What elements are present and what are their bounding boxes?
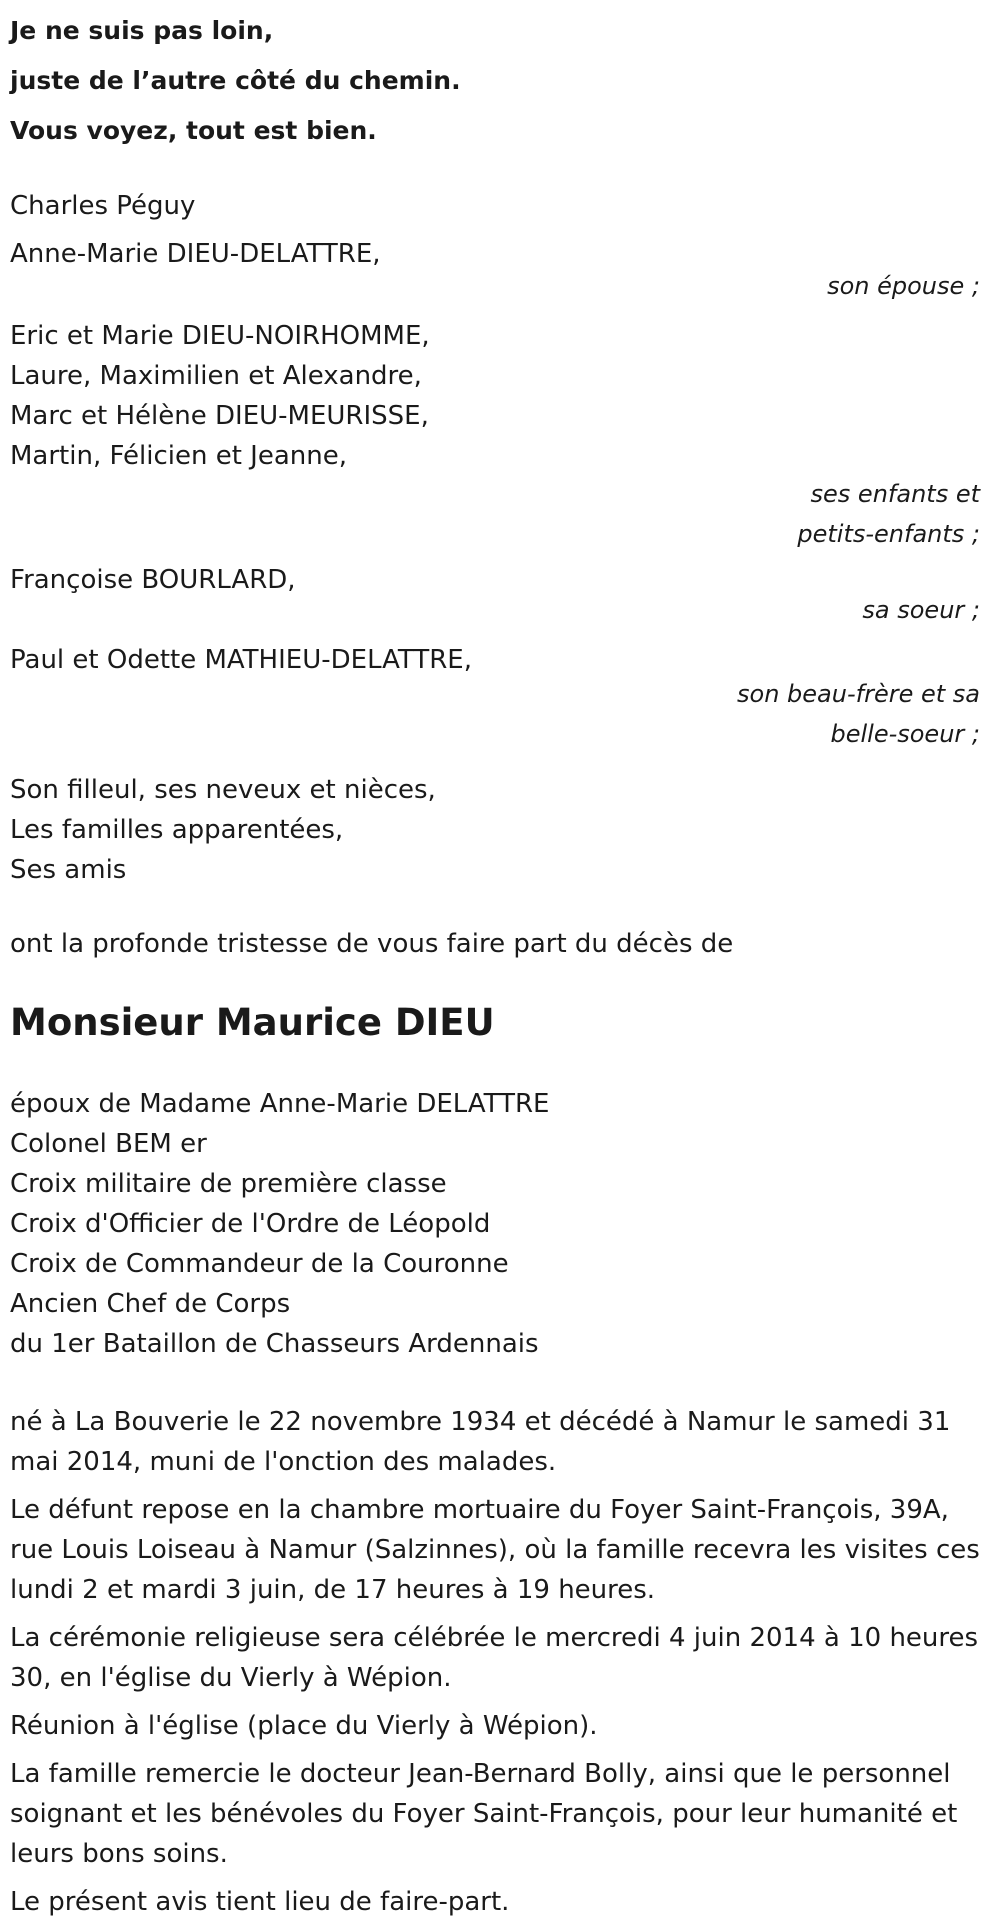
family-name-line: Laure, Maximilien et Alexandre, (10, 361, 422, 391)
family-role-line: petits-enfants ; (797, 520, 980, 548)
quote-line: Vous voyez, tout est bien. (10, 116, 377, 145)
details-paragraph: Le présent avis tient lieu de faire-part. (10, 1887, 510, 1917)
details-paragraph: La famille remercie le docteur Jean-Bernard Bolly, ainsi que le personnel soignant et les bénévoles du Foyer Saint-François, pour leur humanité et leurs bons soins. (10, 1759, 958, 1869)
family-role: son épouse ; (827, 272, 980, 300)
quote-author: Charles Péguy (10, 191, 196, 221)
family-name-line: Anne-Marie DIEU-DELATTRE, (10, 239, 381, 269)
quote-line: Je ne suis pas loin, (10, 16, 274, 45)
details-paragraph: La cérémonie religieuse sera célébrée le mercredi 4 juin 2014 à 10 heures 30, en l'église du Vierly à Wépion. (10, 1623, 979, 1693)
epigraph-quote (10, 6, 990, 156)
family-group-children (10, 316, 990, 554)
title-line: époux de Madame Anne-Marie DELATTRE (10, 1089, 550, 1119)
family-others (10, 770, 990, 890)
title-line: du 1er Bataillon de Chasseurs Ardennais (10, 1329, 539, 1359)
family-others-line: Ses amis (10, 855, 127, 885)
family-name-line: Marc et Hélène DIEU-MEURISSE, (10, 401, 429, 431)
family-name-line: Eric et Marie DIEU-NOIRHOMME, (10, 321, 430, 351)
details-paragraph: né à La Bouverie le 22 novembre 1934 et décédé à Namur le samedi 31 mai 2014, muni de l'onction des malades. (10, 1407, 951, 1477)
deceased-titles (10, 1084, 990, 1364)
title-line: Croix d'Officier de l'Ordre de Léopold (10, 1209, 491, 1239)
details-section (10, 1402, 990, 1922)
family-others-line: Son filleul, ses neveux et nièces, (10, 775, 436, 805)
obituary-page (0, 6, 1000, 1917)
deceased-name: Monsieur Maurice DIEU (10, 1001, 495, 1044)
family-role-line: belle-soeur ; (830, 720, 980, 748)
family-role (10, 674, 990, 754)
family-role-line: ses enfants et (810, 480, 980, 508)
family-others-line: Les familles apparentées, (10, 815, 344, 845)
family-role: sa soeur ; (862, 596, 980, 624)
details-paragraph: Le défunt repose en la chambre mortuaire du Foyer Saint-François, 39A, rue Louis Loiseau à Namur (Salzinnes), où la famille recevra les visites ces lundi 2 et mardi 3 juin, de 17 heures à 19 heures. (10, 1495, 980, 1605)
details-paragraph: Réunion à l'église (place du Vierly à Wépion). (10, 1711, 598, 1741)
announcement-text: ont la profonde tristesse de vous faire part du décès de (10, 929, 734, 959)
family-group-spouse (10, 234, 990, 306)
family-name-line: Martin, Félicien et Jeanne, (10, 441, 347, 471)
family-role-line: son beau-frère et sa (737, 680, 980, 708)
family-group-sister (10, 560, 990, 630)
family-name-line: Paul et Odette MATHIEU-DELATTRE, (10, 645, 472, 675)
family-group-inlaws (10, 640, 990, 754)
quote-line: juste de l’autre côté du chemin. (10, 66, 461, 95)
title-line: Ancien Chef de Corps (10, 1289, 291, 1319)
title-line: Colonel BEM er (10, 1129, 207, 1159)
title-line: Croix de Commandeur de la Couronne (10, 1249, 509, 1279)
title-line: Croix militaire de première classe (10, 1169, 447, 1199)
family-name-line: Françoise BOURLARD, (10, 565, 296, 595)
family-role (10, 474, 990, 554)
